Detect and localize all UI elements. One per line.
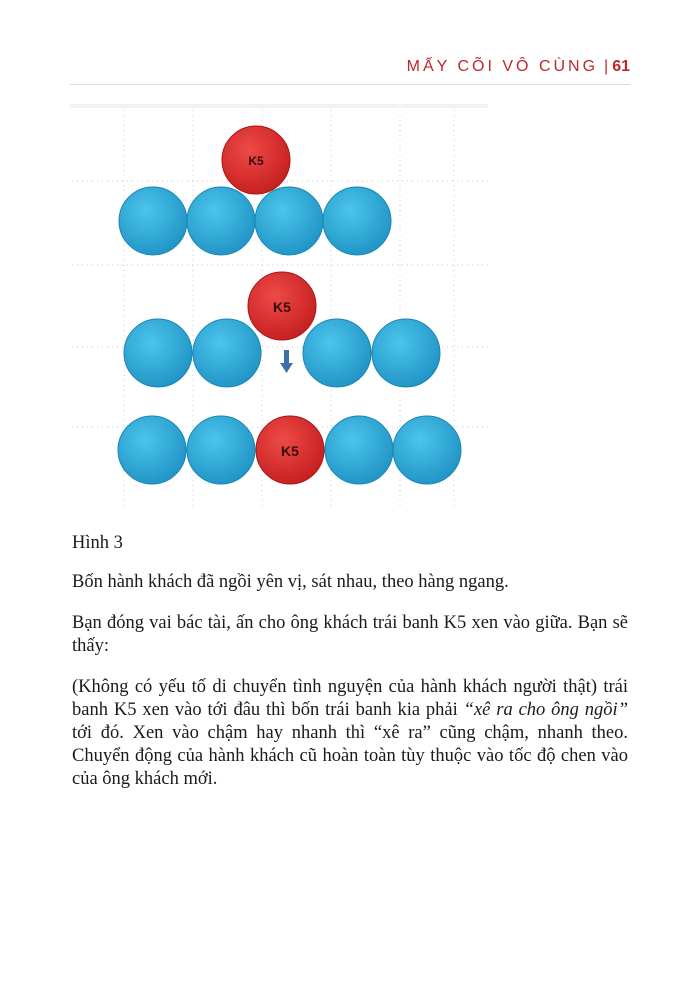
row-2: [124, 272, 440, 387]
down-arrow-icon: [280, 350, 293, 373]
row-1: [119, 126, 391, 255]
passenger-ball: [255, 187, 323, 255]
figure-top-edge: [70, 104, 488, 108]
paragraph-3: [72, 676, 628, 791]
page-number: 61: [612, 58, 630, 75]
passenger-ball: [325, 416, 393, 484]
k5-label: K5: [281, 443, 299, 459]
passenger-ball: [119, 187, 187, 255]
passenger-ball: [393, 416, 461, 484]
passenger-ball: [187, 187, 255, 255]
k5-label: K5: [273, 299, 291, 315]
passenger-ball: [124, 319, 192, 387]
paragraph-3-part-a: (Không có yếu tố di chuyển tình nguyện của hành khách người thật) trái banh K5 xen vào tới đâu thì bốn trái banh kia phải: [72, 677, 628, 720]
passenger-ball: [303, 319, 371, 387]
paragraph-2: Bạn đóng vai bác tài, ấn cho ông khách trái banh K5 xen vào giữa. Bạn sẽ thấy:: [72, 613, 628, 656]
header-rule: [70, 84, 630, 85]
running-header: [70, 58, 630, 82]
passenger-ball: [193, 319, 261, 387]
paragraph-1: Bốn hành khách đã ngồi yên vị, sát nhau, theo hàng ngang.: [72, 572, 509, 592]
figure-3: [70, 104, 490, 514]
passenger-ball: [118, 416, 186, 484]
book-title: MẤY CÕI VÔ CÙNG: [406, 58, 599, 75]
figure-caption: Hình 3: [72, 533, 123, 553]
figure-3-illustration: [70, 104, 490, 514]
paragraph-3-quote: “xê ra cho ông ngồi”: [463, 700, 628, 720]
k5-label: K5: [248, 154, 264, 168]
passenger-ball: [323, 187, 391, 255]
header-separator: |: [604, 58, 609, 75]
passenger-ball: [372, 319, 440, 387]
paragraph-3-part-b: tới đó. Xen vào chậm hay nhanh thì “xê ra” cũng chậm, nhanh theo. Chuyển động của hành khách cũ hoàn toàn tùy thuộc vào tốc độ chen vào của ông khách mới.: [72, 723, 628, 789]
row-3: [118, 416, 461, 484]
body-text: [72, 532, 628, 809]
passenger-ball: [187, 416, 255, 484]
